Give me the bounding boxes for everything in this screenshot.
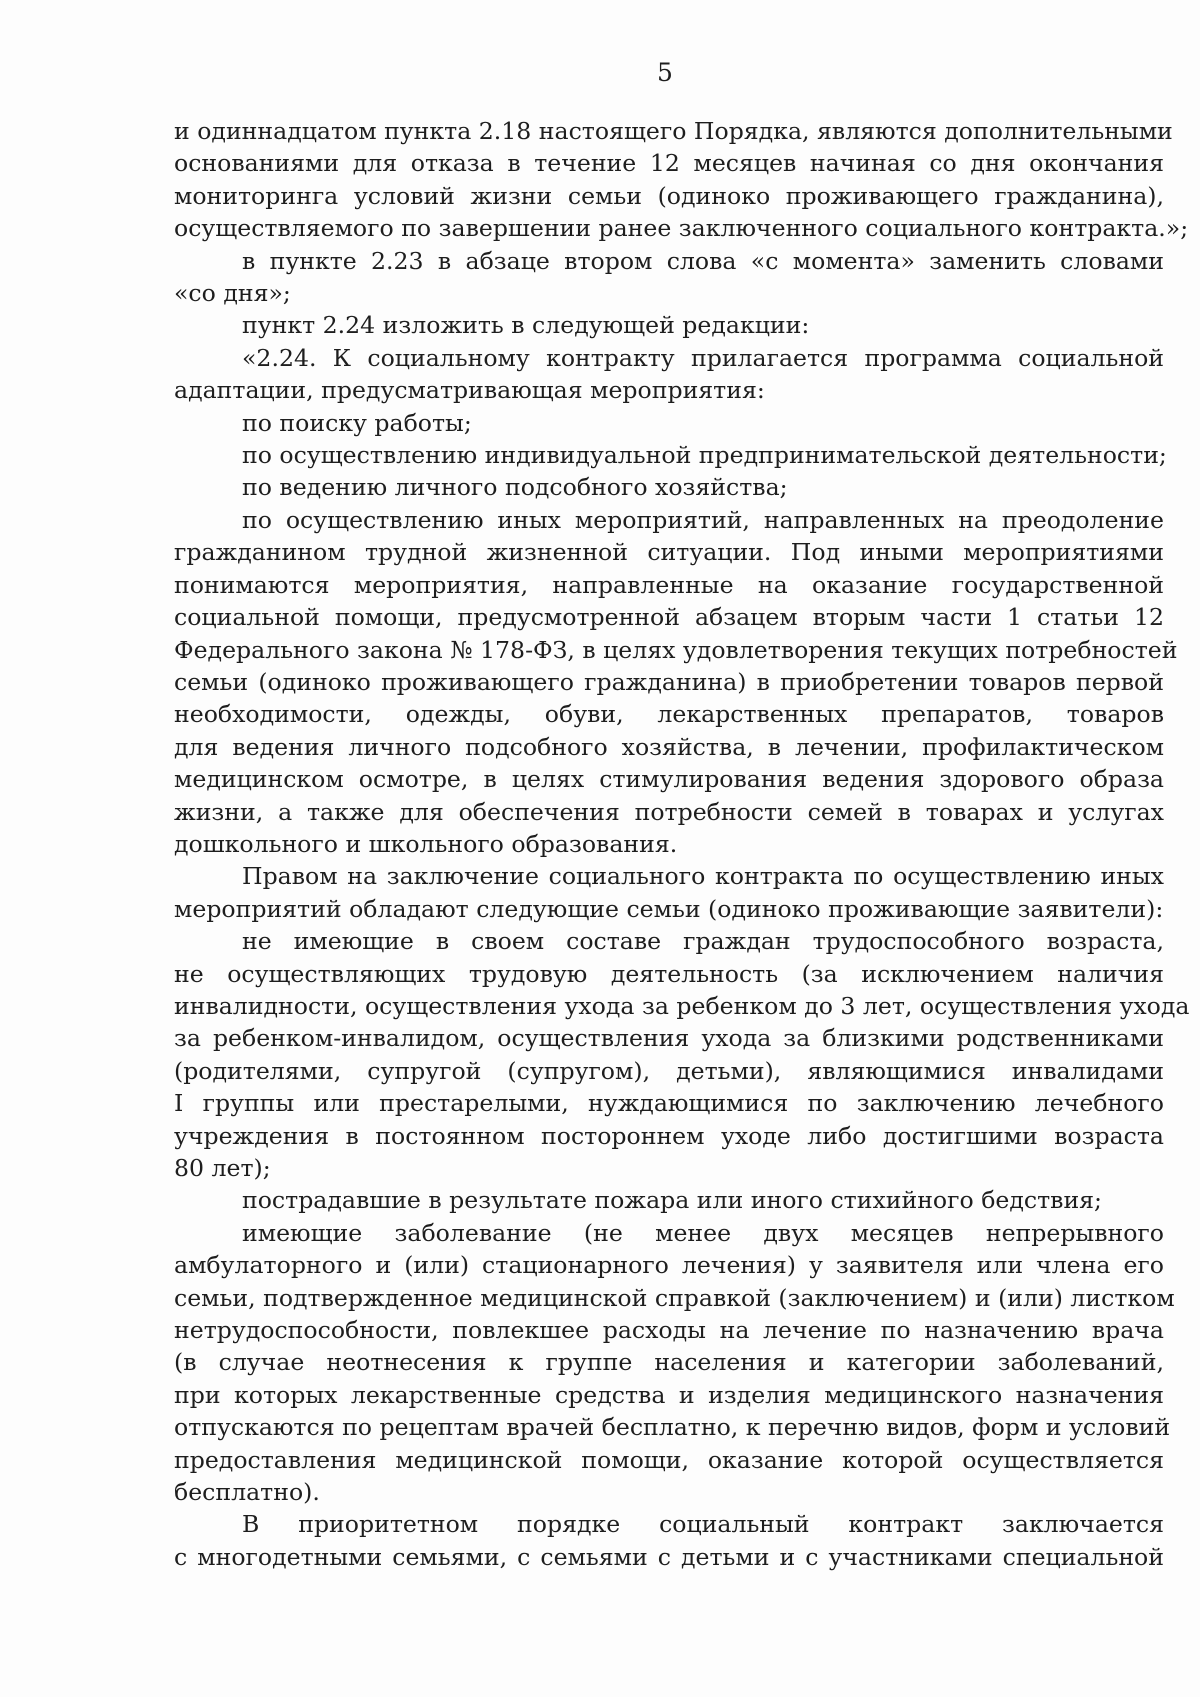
text-line: при которых лекарственные средства и изделия медицинского назначения: [174, 1380, 1164, 1409]
text-line: и одиннадцатом пункта 2.18 настоящего Порядка, являются дополнительными: [174, 117, 1173, 145]
text-line: мониторинга условий жизни семьи (одиноко проживающего гражданина),: [174, 181, 1164, 210]
text-line: (в случае неотнесения к группе населения и категории заболеваний,: [174, 1348, 1164, 1377]
text-line: инвалидности, осуществления ухода за ребенком до 3 лет, осуществления ухода: [174, 991, 1190, 1020]
text-line: нетрудоспособности, повлекшее расходы на лечение по назначению врача: [174, 1316, 1164, 1345]
text-line: не имеющие в своем составе граждан трудоспособного возраста,: [242, 927, 1164, 956]
text-line: необходимости, одежды, обуви, лекарственных препаратов, товаров: [174, 700, 1164, 729]
text-line: семьи, подтвержденное медицинской справкой (заключением) и (или) листком: [174, 1283, 1175, 1312]
text-line: Федерального закона № 178-ФЗ, в целях удовлетворения текущих потребностей: [174, 635, 1178, 664]
text-line: отпускаются по рецептам врачей бесплатно, к перечню видов, форм и условий: [174, 1413, 1171, 1442]
text-line: семьи (одиноко проживающего гражданина) в приобретении товаров первой: [174, 667, 1164, 696]
text-line: имеющие заболевание (не менее двух месяцев непрерывного: [242, 1218, 1164, 1247]
text-line: по осуществлению индивидуальной предпринимательской деятельности;: [242, 441, 1167, 470]
text-line: гражданином трудной жизненной ситуации. Под иными мероприятиями: [174, 538, 1164, 567]
text-line: в пункте 2.23 в абзаце втором слова «с момента» заменить словами: [242, 246, 1164, 275]
text-line: пострадавшие в результате пожара или иного стихийного бедствия;: [242, 1186, 1103, 1215]
text-line: для ведения личного подсобного хозяйства, в лечении, профилактическом: [174, 732, 1164, 761]
text-line: В приоритетном порядке социальный контракт заключается: [242, 1510, 1164, 1539]
text-line: жизни, а также для обеспечения потребности семей в товарах и услугах: [174, 797, 1164, 826]
text-line: амбулаторного и (или) стационарного лечения) у заявителя или члена его: [174, 1251, 1164, 1280]
text-line: осуществляемого по завершении ранее заключенного социального контракта.»;: [174, 214, 1189, 243]
text-line: адаптации, предусматривающая мероприятия:: [174, 376, 765, 405]
text-line: за ребенком-инвалидом, осуществления ухода за близкими родственниками: [174, 1024, 1164, 1053]
text-line: по ведению личного подсобного хозяйства;: [242, 473, 788, 502]
text-line: пункт 2.24 изложить в следующей редакции:: [242, 311, 810, 340]
text-line: медицинском осмотре, в целях стимулирования ведения здорового образа: [174, 765, 1164, 794]
text-line: бесплатно).: [174, 1478, 320, 1507]
text-line: с многодетными семьями, с семьями с детьми и с участниками специальной: [174, 1542, 1164, 1571]
text-line: (родителями, супругой (супругом), детьми), являющимися инвалидами: [174, 1056, 1164, 1085]
text-line: социальной помощи, предусмотренной абзацем вторым части 1 статьи 12: [174, 603, 1164, 632]
text-line: не осуществляющих трудовую деятельность (за исключением наличия: [174, 959, 1164, 988]
text-line: понимаются мероприятия, направленные на оказание государственной: [174, 570, 1164, 599]
text-line: по осуществлению иных мероприятий, направленных на преодоление: [242, 505, 1164, 534]
text-line: основаниями для отказа в течение 12 месяцев начиная со дня окончания: [174, 149, 1164, 178]
page-number: 5: [657, 58, 673, 87]
text-line: I группы или престарелыми, нуждающимися по заключению лечебного: [174, 1089, 1164, 1118]
text-line: предоставления медицинской помощи, оказание которой осуществляется: [174, 1445, 1164, 1474]
text-line: 80 лет);: [174, 1154, 271, 1182]
text-line: «2.24. К социальному контракту прилагается программа социальной: [242, 343, 1164, 372]
text-line: по поиску работы;: [242, 408, 472, 437]
text-line: мероприятий обладают следующие семьи (одиноко проживающие заявители):: [174, 894, 1164, 923]
text-line: дошкольного и школьного образования.: [174, 829, 678, 858]
text-line: учреждения в постоянном постороннем уходе либо достигшими возраста: [174, 1121, 1164, 1150]
text-line: Правом на заключение социального контракта по осуществлению иных: [242, 862, 1164, 891]
document-body: [174, 115, 1190, 1573]
text-line: «со дня»;: [174, 279, 291, 308]
